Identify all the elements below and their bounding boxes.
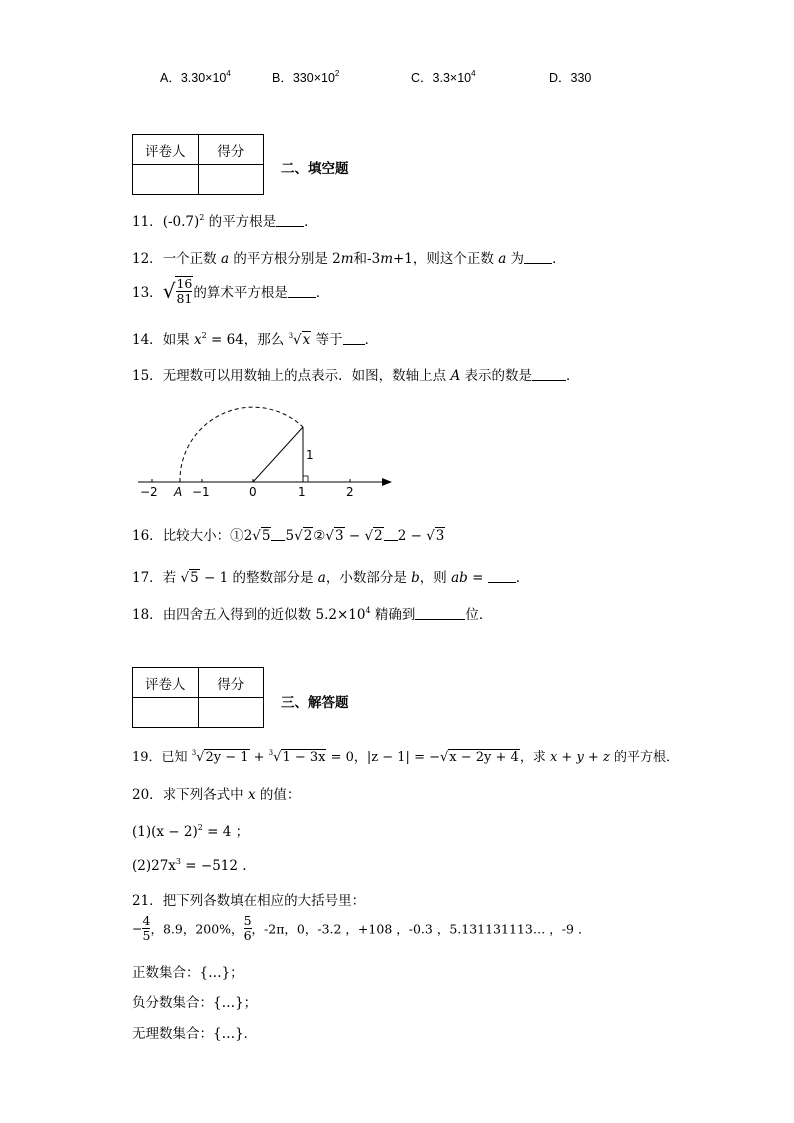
- grader-cell[interactable]: [133, 165, 199, 195]
- option-a: A．$3.30\times 10^4$: [160, 69, 231, 85]
- grader-cell[interactable]: [133, 698, 199, 728]
- grader-header: 评卷人: [133, 135, 199, 165]
- score-table: [132, 667, 264, 728]
- tick-label: 2: [346, 485, 354, 499]
- score-cell[interactable]: [198, 698, 264, 728]
- question-21: 21．把下列各数填在相应的大括号里：: [132, 893, 366, 909]
- score-table: [132, 134, 264, 195]
- answer-blank[interactable]: [288, 285, 316, 298]
- axis-arrow-icon: [382, 478, 392, 486]
- section-title: 二、填空题: [281, 161, 349, 177]
- option-b: B．$330\times 10^2$: [272, 69, 340, 85]
- answer-blank[interactable]: [524, 251, 552, 264]
- right-angle-mark: [303, 476, 308, 482]
- question-20-part-2: $(2)27x^3 = -512$ .: [132, 857, 247, 874]
- answer-blank[interactable]: [343, 332, 365, 345]
- question-13: 13．√ $\frac{16}{81}$ 的算术平方根是 ．: [132, 276, 330, 306]
- answer-blank[interactable]: [415, 607, 465, 620]
- question-14: 14．如果 $x^2 = 64$，那么 $^3$√x 等于 ．: [132, 331, 379, 348]
- score-header: 得分: [198, 135, 264, 165]
- hypotenuse: [253, 427, 303, 482]
- question-17: 17．若 √5 − 1 的整数部分是 a，小数部分是 b，则 ab = ．: [132, 570, 530, 586]
- number-line-figure: [130, 392, 400, 504]
- score-header: 得分: [198, 668, 264, 698]
- answer-blank[interactable]: [532, 368, 566, 381]
- option-d: D．330: [549, 71, 592, 85]
- question-12: 12．一个正数 a 的平方根分别是 2m和-3m+1，则这个正数 a 为 ．: [132, 251, 566, 267]
- question-11: 11．$(-0.7)^2$ 的平方根是 ．: [132, 213, 318, 230]
- question-20-part-1: $(1)(x - 2)^2 = 4$ ；: [132, 823, 250, 840]
- tick-label: 0: [249, 485, 257, 499]
- question-16: 16．比较大小：①2√5 5√2②√3 − √2 2 − √3: [132, 528, 445, 544]
- tick-label: −1: [192, 485, 210, 499]
- question-18: 18．由四舍五入得到的近似数 $5.2\times 10^4$ 精确到 位．: [132, 606, 493, 623]
- option-c: C．$3.3\times 10^4$: [411, 69, 476, 85]
- side-label: 1: [306, 448, 314, 462]
- answer-blank[interactable]: [276, 214, 304, 227]
- question-15: 15．无理数可以用数轴上的点表示．如图，数轴上点 A 表示的数是 ．: [132, 368, 580, 384]
- answer-blank[interactable]: [488, 570, 516, 583]
- score-cell[interactable]: [198, 165, 264, 195]
- section-title: 三、解答题: [281, 695, 349, 711]
- question-20: 20．求下列各式中 x 的值：: [132, 787, 301, 803]
- answer-blank[interactable]: [271, 528, 285, 541]
- grader-header: 评卷人: [133, 668, 199, 698]
- tick-label: A: [174, 485, 183, 499]
- positive-set: 正数集合：{…}；: [132, 965, 244, 981]
- negative-fraction-set: 负分数集合：{…}；: [132, 995, 258, 1011]
- irrational-set: 无理数集合：{…}．: [132, 1026, 258, 1042]
- arc-dashed: [180, 407, 303, 482]
- question-21-numbers: − $\frac{4}{5}$ ，8.9，200%， $\frac{5}{6}$ ，-2π，0，-3.2 ，+108 ，-0.3 ，5.131131113… ，-9 ．: [132, 913, 591, 943]
- tick-label: −2: [140, 485, 158, 499]
- answer-blank[interactable]: [384, 528, 398, 541]
- tick-label: 1: [298, 485, 306, 499]
- question-19: 19．已知 $^3$√2y − 1 + $^3$√1 − 3x = 0，|z − 1| = −√x − 2y + 4，求 x + y + z 的平方根．: [132, 749, 679, 765]
